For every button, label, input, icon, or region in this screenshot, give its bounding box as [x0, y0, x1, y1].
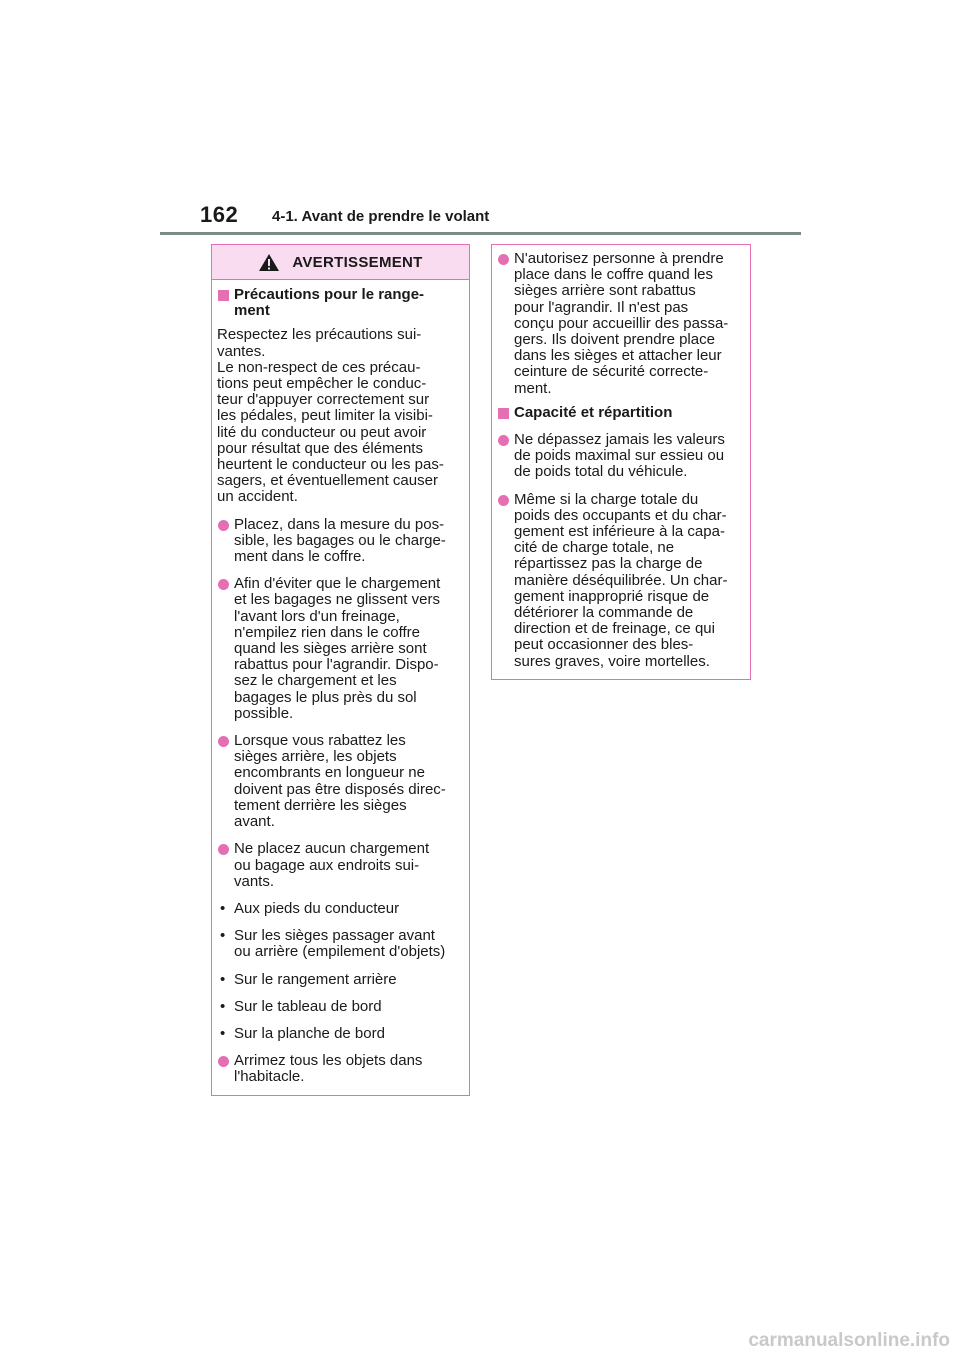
sub-bullet-mark: • — [220, 1024, 226, 1042]
sub-item — [217, 928, 461, 960]
heading-text: Précautions pour le range- ment — [234, 286, 425, 320]
sub-item — [217, 1026, 461, 1042]
bullet-text: Ne dépassez jamais les valeurs de poids maximal sur essieu ou de poids total du véhicule. — [514, 431, 725, 481]
bullet-item — [497, 251, 742, 397]
bullet-item — [217, 733, 461, 830]
sub-text: Sur le tableau de bord — [234, 997, 382, 1015]
square-bullet-icon — [498, 408, 509, 419]
bullet-item — [497, 432, 742, 481]
square-bullet-icon — [218, 290, 229, 301]
watermark: carmanualsonline.info — [748, 1330, 950, 1351]
warning-triangle-icon — [258, 253, 280, 272]
warning-title: AVERTISSEMENT — [292, 253, 423, 271]
header-rule — [160, 232, 801, 235]
bullet-text: Ne placez aucun chargement ou bagage aux endroits sui- vants. — [234, 840, 430, 890]
bullet-item — [497, 492, 742, 670]
circle-bullet-icon — [218, 579, 229, 590]
sub-text: Sur la planche de bord — [234, 1024, 385, 1042]
sub-bullet-mark: • — [220, 970, 226, 988]
sub-text: Sur le rangement arrière — [234, 970, 397, 988]
warning-header — [212, 245, 469, 280]
circle-bullet-icon — [218, 1056, 229, 1067]
sub-item — [217, 999, 461, 1015]
warning-content-right — [492, 245, 750, 670]
sub-bullet-mark: • — [220, 927, 226, 945]
bullet-item — [217, 576, 461, 722]
circle-bullet-icon — [498, 254, 509, 265]
heading-text: Capacité et répartition — [514, 403, 673, 421]
warning-box-right — [491, 244, 751, 680]
bullet-item — [217, 517, 461, 566]
page-number: 162 — [200, 202, 239, 227]
sub-bullet-mark: • — [220, 997, 226, 1015]
sub-text: Aux pieds du conducteur — [234, 899, 400, 917]
circle-bullet-icon — [218, 844, 229, 855]
sub-text: Sur les sièges passager avant ou arrière (empilement d'objets) — [234, 927, 446, 961]
section-title: 4-1. Avant de prendre le volant — [272, 208, 490, 225]
warning-box-left — [211, 244, 470, 1096]
circle-bullet-icon — [218, 736, 229, 747]
bullet-text: Afin d'éviter que le chargement et les bagages ne glissent vers l'avant lors d'un freinage, n'empilez rien dans le coffre quand les sièges arrière sont rabattus pour l'agrandir. Dispo- sez le chargement et les bagages le plus près du sol possible. — [234, 575, 441, 722]
bullet-text: N'autorisez personne à prendre place dans le coffre quand les sièges arrière sont rabattus pour l'agrandir. Il n'est pas conçu pour accueillir des passa- gers. Ils doivent prendre place dans les sièges et attacher leur ceinture de sécurité correcte- ment. — [514, 250, 729, 397]
warning-content-left — [212, 287, 469, 1086]
bullet-text: Arrimez tous les objets dans l'habitacle. — [234, 1052, 423, 1086]
bullet-text: Placez, dans la mesure du pos- sible, les bagages ou le charge- ment dans le coffre. — [234, 515, 446, 566]
bullet-item — [217, 841, 461, 890]
bullet-text: Lorsque vous rabattez les sièges arrière, les objets encombrants en longueur ne doivent pas être disposés direc- tement derrière les sièges avant. — [234, 732, 446, 831]
sub-bullet-mark: • — [220, 899, 226, 917]
circle-bullet-icon — [218, 520, 229, 531]
bullet-text: Même si la charge totale du poids des occupants et du char- gement est inférieure à la capa- cité de charge totale, ne répartissez pas la charge de manière déséquilibrée. Un char- gement inapproprié risque de détériorer la commande de direction et de freinage, ce qui peut occasionner des bles- sures graves, voire mortelles. — [514, 490, 728, 670]
sub-item — [217, 972, 461, 988]
circle-bullet-icon — [498, 435, 509, 446]
section-heading — [217, 287, 461, 319]
sub-item — [217, 901, 461, 917]
bullet-item — [217, 1053, 461, 1085]
circle-bullet-icon — [498, 495, 509, 506]
section-heading — [497, 405, 742, 421]
intro-paragraph: Respectez les précautions sui- vantes. Le non-respect de ces précau- tions peut empêcher le conduc- teur d'appuyer correctement sur les pédales, peut limiter la visibi- lité du conducteur ou peut avoir pour résultat que des éléments heurtent le conducteur ou les pas- sagers, et éventuellement causer un accident. — [217, 326, 444, 506]
